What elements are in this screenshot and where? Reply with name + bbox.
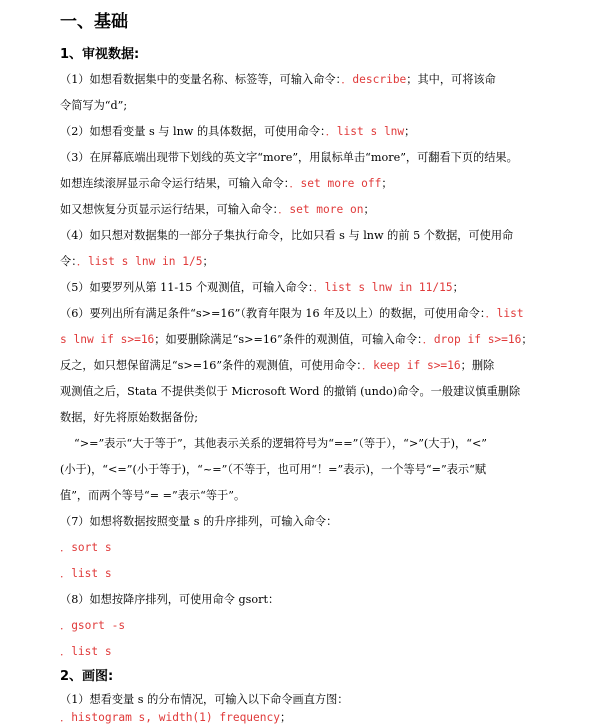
text: ；其中，可将该命 xyxy=(406,73,496,86)
paragraph-2 xyxy=(60,124,415,140)
command-histogram: ．histogram s, width(1) frequency xyxy=(60,711,280,724)
section-title-review-data: 1、审视数据: xyxy=(60,47,140,62)
text: ；删除 xyxy=(460,359,495,372)
section-title-plotting: 2、画图: xyxy=(60,669,114,684)
command-gsort: ．gsort -s xyxy=(60,619,126,632)
command-list-in-11-15: ．list s lnw in 11/15 xyxy=(313,281,453,294)
section-2-paragraph-1: （1）想看变量 s 的分布情况，可输入以下命令画直方图： xyxy=(60,693,349,706)
command-list-s-lnw: ．list s lnw xyxy=(325,125,405,138)
command-list-part-1: ．list xyxy=(485,307,524,320)
paragraph-5 xyxy=(60,280,464,296)
paragraph-6-line-3 xyxy=(60,358,494,374)
text: ； xyxy=(452,281,464,294)
paragraph-6-line-1 xyxy=(60,306,524,322)
heading-basics: 一、基础 xyxy=(60,12,128,32)
section-2-paragraph-1-command xyxy=(60,710,291,726)
command-sort-s: ．sort s xyxy=(60,541,112,554)
paragraph-4-line-2 xyxy=(60,254,214,270)
command-list-s-2: ．list s xyxy=(60,645,112,658)
text: 如想连续滚屏显示命令运行结果，可输入命令： xyxy=(60,177,290,190)
command-drop-if: ．drop if s>=16 xyxy=(422,333,522,346)
text: ； xyxy=(280,711,292,724)
text: 如又想恢复分页显示运行结果，可输入命令： xyxy=(60,203,279,216)
text: （1）如想看数据集中的变量名称、标签等，可输入命令： xyxy=(60,73,342,86)
text: （5）如要罗列从第 11-15 个观测值，可输入命令： xyxy=(60,281,314,294)
command-set-more-off: ．set more off xyxy=(289,177,382,190)
paragraph-6-line-4: 观测值之后，Stata 不提供类似于 Microsoft Word 的撤销 (undo)命令。一般建议慎重删除 xyxy=(60,385,521,398)
text: （2）如想看变量 s 与 lnw 的具体数据，可使用命令： xyxy=(60,125,326,138)
command-list-in-1-5: ．list s lnw in 1/5 xyxy=(76,255,203,268)
paragraph-1-line-2: 令简写为“d”; xyxy=(60,99,128,112)
note-line-1: “>=”表示“大于等于”，其他表示关系的逻辑符号为“==”（等于），“>”(大于)，“<” xyxy=(74,437,488,450)
command-describe: ．describe xyxy=(341,73,407,86)
text: ； xyxy=(363,203,375,216)
command-list-part-2: s lnw if s>=16 xyxy=(60,333,155,346)
paragraph-1-line-1 xyxy=(60,72,496,88)
text: ；如要删除满足“s>=16”条件的观测值，可输入命令： xyxy=(154,333,423,346)
command-list-s-1: ．list s xyxy=(60,567,112,580)
paragraph-6-line-2 xyxy=(60,332,533,348)
text: （6）要列出所有满足条件“s>=16”（教育年限为 16 年及以上）的数据，可使用命令： xyxy=(60,307,486,320)
text: ； xyxy=(404,125,416,138)
text: 令： xyxy=(60,255,77,268)
text: ； xyxy=(521,333,533,346)
text: ； xyxy=(381,177,393,190)
note-line-3: 值”，而两个等号“= =”表示“等于”。 xyxy=(60,489,246,502)
paragraph-3-line-2 xyxy=(60,176,393,192)
command-keep-if: ．keep if s>=16 xyxy=(361,359,461,372)
paragraph-4-line-1: （4）如只想对数据集的一部分子集执行命令，比如只看 s 与 lnw 的前 5 个数据，可使用命 xyxy=(60,229,514,242)
note-line-2: (小于)，“<=”(小于等于)，“~=”（不等于，也可用“！=”表示)，一个等号“=”表示“赋 xyxy=(60,463,487,476)
paragraph-3-line-3 xyxy=(60,202,375,218)
paragraph-6-line-5: 数据，好先将原始数据备份; xyxy=(60,411,199,424)
text: 反之，如只想保留满足“s>=16”条件的观测值，可使用命令： xyxy=(60,359,362,372)
paragraph-7: （7）如想将数据按照变量 s 的升序排列，可输入命令： xyxy=(60,515,338,528)
text: ； xyxy=(202,255,214,268)
command-set-more-on: ．set more on xyxy=(278,203,364,216)
paragraph-3-line-1: （3）在屏幕底端出现带下划线的英文字“more”，用鼠标单击“more”，可翻看下页的结果。 xyxy=(60,151,518,164)
paragraph-8: （8）如想按降序排列，可使用命令 gsort： xyxy=(60,593,280,606)
